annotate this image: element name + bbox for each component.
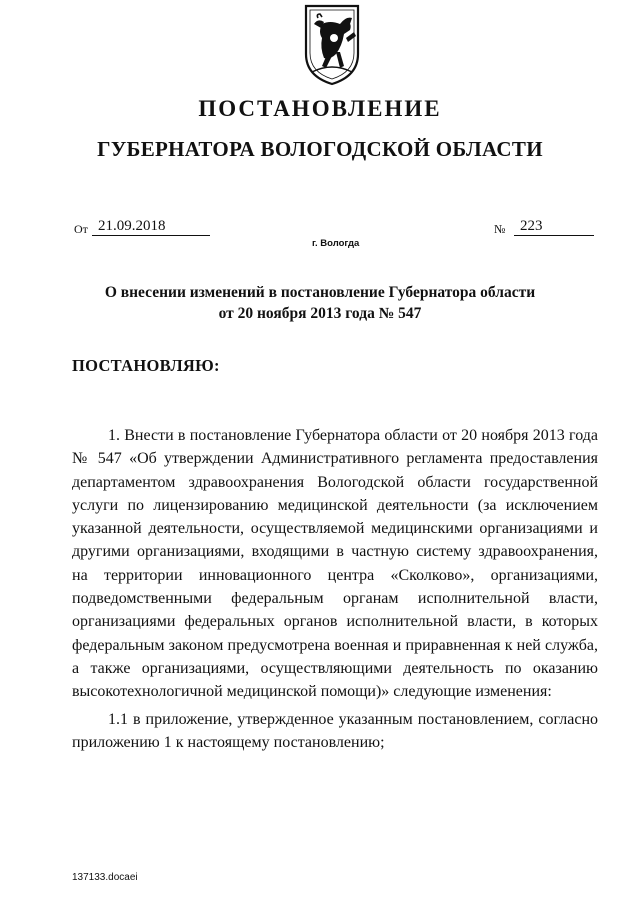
subject-line-2: от 20 ноября 2013 года № 547: [218, 305, 422, 322]
body-paragraph-1: 1. Внести в постановление Губернатора области от 20 ноября 2013 года № 547 «Об утверждении Административного регламента предоставления департаментом здравоохранения Вологодской области государственной услуги по лицензированию медицинской деятельности (за исключением указанной деятельности, осуществляемой медицинскими организациями и другими организациями, входящими в частную систему здравоохранения, на территории инновационного центра «Сколково», организациями, подведомственными федеральным органам исполнительной власти, организациями федеральных органов исполнительной власти, в которых федеральным законом предусмотрена военная и приравненная к ней служба, а также организациями, осуществляющими деятельность по оказанию высокотехнологичной медицинской помощи)» следующие изменения:: [72, 427, 598, 701]
document-number: 223: [520, 218, 543, 234]
document-date: 21.09.2018: [98, 218, 166, 234]
date-underline: [92, 218, 210, 236]
issuer-title: ГУБЕРНАТОРА ВОЛОГОДСКОЙ ОБЛАСТИ: [97, 137, 543, 161]
number-field: [494, 218, 598, 240]
document-subject: [0, 282, 640, 324]
number-prefix: №: [494, 222, 506, 236]
document-body: [72, 424, 598, 754]
body-paragraph-2: 1.1 в приложение, утвержденное указанным постановлением, согласно приложению 1 к настоящему постановлению;: [72, 710, 598, 751]
footer-doc-code: 137133.docaei: [72, 872, 138, 883]
city-label: г. Вологда: [312, 238, 360, 249]
number-underline: [514, 218, 594, 236]
subject-line-1: О внесении изменений в постановление Губернатора области: [104, 284, 536, 301]
date-prefix: От: [74, 222, 88, 236]
resolve-heading: ПОСТАНОВЛЯЮ:: [72, 356, 220, 375]
coat-of-arms-emblem: [300, 2, 364, 86]
document-title: ПОСТАНОВЛЕНИЕ: [198, 96, 442, 121]
